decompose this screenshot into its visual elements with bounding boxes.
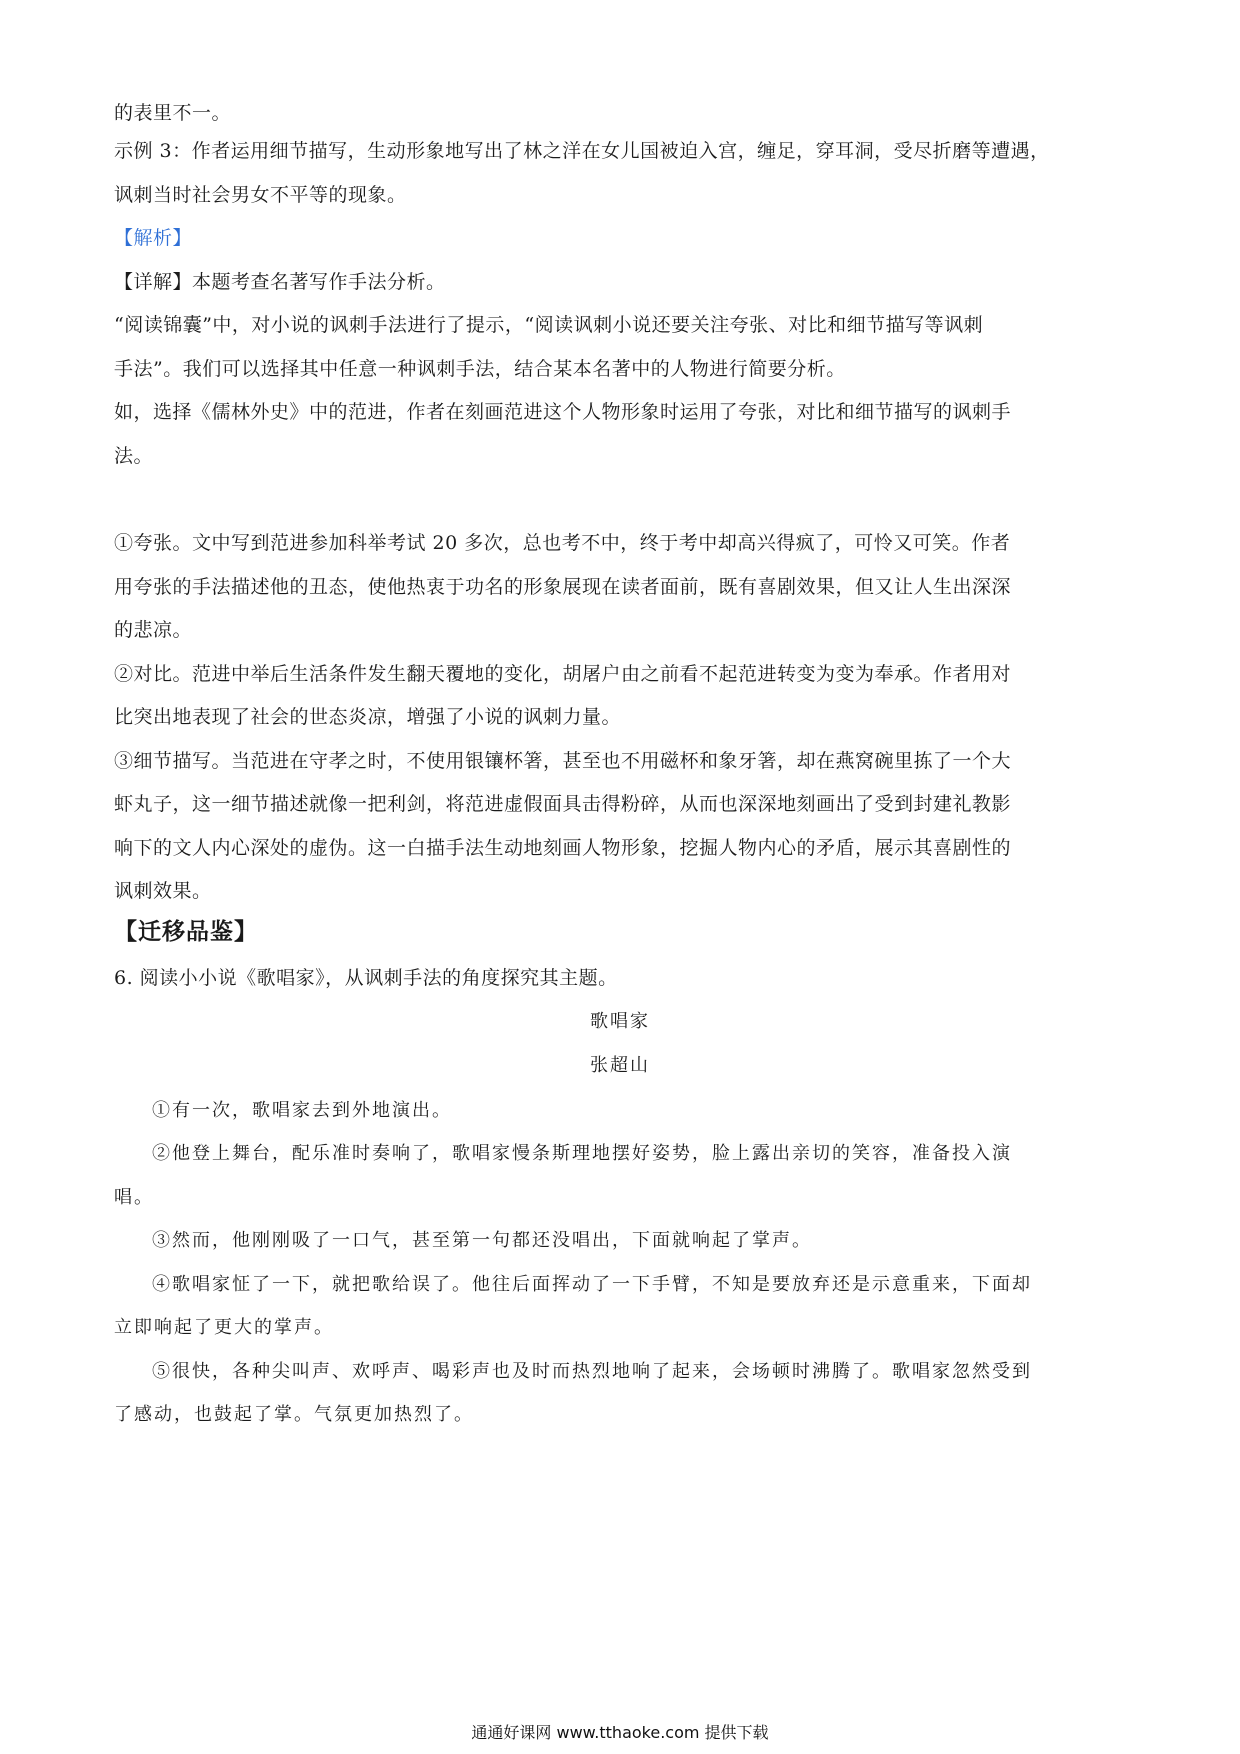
point-line: 用夸张的手法描述他的丑态，使他热衷于功名的形象展现在读者面前，既有喜剧效果，但又让人生出深深 (114, 576, 1012, 598)
detail-line: 手法”。我们可以选择其中任意一种讽刺手法，结合某本名著中的人物进行简要分析。 (114, 358, 846, 380)
story-line: ⑤很快，各种尖叫声、欢呼声、喝彩声也及时而热烈地响了起来，会场顿时沸腾了。歌唱家忽然受到 (152, 1361, 1032, 1382)
footer-source: 通通好课网 www.tthaoke.com 提供下载 (471, 1723, 769, 1742)
point-line: 虾丸子，这一细节描述就像一把利剑，将范进虚假面具击得粉碎，从而也深深地刻画出了受到封建礼教影 (114, 793, 1012, 815)
story-line: 立即响起了更大的掌声。 (114, 1317, 334, 1338)
section-title: 【迁移品鉴】 (114, 919, 258, 945)
answer-line: 示例 3：作者运用细节描写，生动形象地写出了林之洋在女儿国被迫入宫，缠足，穿耳洞，受尽折磨等遭遇， (114, 140, 1050, 162)
story-line: 唱。 (114, 1187, 154, 1208)
detail-line: 如，选择《儒林外史》中的范进，作者在刻画范进这个人物形象时运用了夸张，对比和细节描写的讽刺手 (114, 401, 1012, 423)
point-line: 讽刺效果。 (114, 880, 212, 902)
answer-line: 讽刺当时社会男女不平等的现象。 (114, 184, 407, 206)
story-line: ③然而，他刚刚吸了一口气，甚至第一句都还没唱出，下面就响起了掌声。 (152, 1230, 812, 1251)
point-line: ②对比。范进中举后生活条件发生翻天覆地的变化，胡屠户由之前看不起范进转变为变为奉承。作者用对 (114, 663, 1012, 685)
point-line: 比突出地表现了社会的世态炎凉，增强了小说的讽刺力量。 (114, 706, 622, 728)
story-line: ②他登上舞台，配乐准时奏响了，歌唱家慢条斯理地摆好姿势，脸上露出亲切的笑容，准备投入演 (152, 1143, 1012, 1164)
story-title: 歌唱家 (590, 1011, 650, 1032)
point-line: ③细节描写。当范进在守孝之时，不使用银镶杯箸，甚至也不用磁杯和象牙箸，却在燕窝碗里拣了一个大 (114, 750, 1012, 772)
analysis-label: 【解析】 (114, 227, 193, 249)
detail-line: 法。 (114, 445, 154, 467)
detail-line: “阅读锦囊”中，对小说的讽刺手法进行了提示，“阅读讽刺小说还要关注夸张、对比和细节描写等讽刺 (114, 314, 984, 336)
point-line: 响下的文人内心深处的虚伪。这一白描手法生动地刻画人物形象，挖掘人物内心的矛盾，展示其喜剧性的 (114, 837, 1012, 859)
point-line: 的悲凉。 (114, 619, 193, 641)
question-text: 6. 阅读小小说《歌唱家》，从讽刺手法的角度探究其主题。 (114, 967, 618, 989)
story-line: ①有一次，歌唱家去到外地演出。 (152, 1100, 452, 1121)
answer-line: 的表里不一。 (114, 102, 232, 124)
point-line: ①夸张。文中写到范进参加科举考试 20 多次，总也考不中，终于考中却高兴得疯了，可怜又可笑。作者 (114, 532, 1011, 554)
story-line: 了感动，也鼓起了掌。气氛更加热烈了。 (114, 1404, 474, 1425)
story-author: 张超山 (590, 1055, 650, 1076)
story-line: ④歌唱家怔了一下，就把歌给误了。他往后面挥动了一下手臂，不知是要放弃还是示意重来，下面却 (152, 1274, 1032, 1295)
detail-line: 【详解】本题考查名著写作手法分析。 (114, 271, 446, 293)
